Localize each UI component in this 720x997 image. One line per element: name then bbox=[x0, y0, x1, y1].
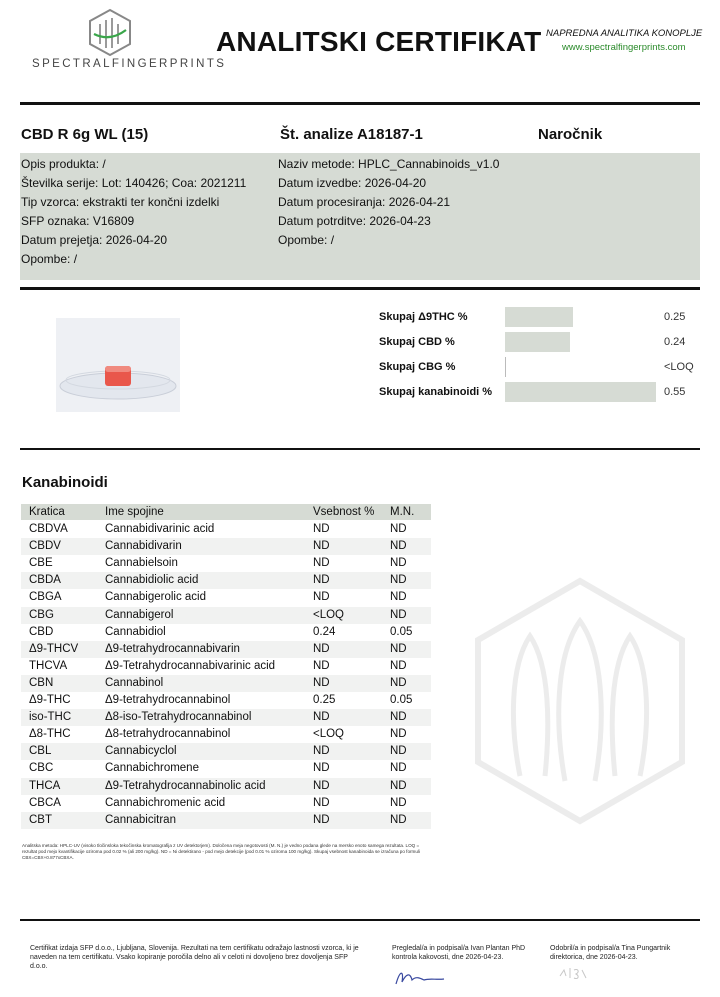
cell-compound: Δ9-tetrahydrocannabinol bbox=[105, 694, 231, 706]
cell-uncertainty: ND bbox=[390, 762, 407, 775]
cell-uncertainty: ND bbox=[390, 711, 407, 724]
cell-abbreviation: CBL bbox=[29, 745, 52, 758]
cell-compound: Cannabielsoin bbox=[105, 557, 178, 570]
cell-compound: Cannabichromene bbox=[105, 762, 199, 775]
cell-uncertainty: ND bbox=[390, 557, 407, 570]
divider bbox=[20, 102, 700, 105]
cell-content: 0.25 bbox=[313, 694, 336, 706]
cell-content: ND bbox=[313, 779, 330, 792]
cell-content: ND bbox=[313, 523, 330, 535]
cell-uncertainty: ND bbox=[390, 591, 407, 604]
table-row bbox=[21, 641, 431, 658]
table-row bbox=[21, 726, 431, 743]
cell-uncertainty: ND bbox=[390, 540, 407, 553]
summary-bar-total bbox=[505, 382, 656, 402]
section-title-cannabinoids: Kanabinoidi bbox=[22, 474, 108, 491]
detail-run-date: Datum izvedbe: 2026-04-20 bbox=[278, 176, 427, 190]
cell-content: ND bbox=[313, 591, 330, 604]
cell-uncertainty: 0.05 bbox=[390, 694, 413, 706]
cell-uncertainty: ND bbox=[390, 642, 407, 655]
column-header-uncertainty: M.N. bbox=[390, 506, 415, 518]
table-row bbox=[21, 812, 431, 829]
product-photo bbox=[56, 318, 180, 412]
detail-product: Opis produkta: / bbox=[21, 157, 106, 171]
table-row bbox=[21, 658, 431, 675]
method-note: Analitska metoda: HPLC-UV (visoko tločinsloka tekočinska kromatografija z UV detektorjem). Določena meja negotovosti (M. N.) je vedno podana glede na mersko enoto samega rezultata. LOQ = rezultat pod mejo kvantifikacije oziroma pod 0.02 % (ali 200 mg/kg). ND = Ni detektirano - pod mejo detekcije (pod 0.01 % oziroma 100 mg/kg). Skupaj vsebnost kanabinoida se izračuna po formuli CBX=CBX+0.877xCBXA. bbox=[22, 843, 420, 860]
cell-uncertainty: ND bbox=[390, 813, 407, 826]
summary-value-total: 0.55 bbox=[664, 386, 686, 398]
cell-content: <LOQ bbox=[313, 608, 345, 621]
cell-content: ND bbox=[313, 659, 330, 672]
summary-value-cbg: <LOQ bbox=[664, 361, 694, 373]
cell-abbreviation: CBDV bbox=[29, 540, 61, 553]
cell-content: <LOQ bbox=[313, 728, 345, 741]
cell-compound: Cannabicitran bbox=[105, 813, 176, 826]
watermark-logo bbox=[470, 576, 690, 826]
logo-text: SPECTRALFINGERPRINTS bbox=[32, 58, 227, 70]
cell-abbreviation: Δ9-THC bbox=[29, 694, 71, 706]
cell-abbreviation: CBC bbox=[29, 762, 54, 775]
cell-abbreviation: CBN bbox=[29, 676, 54, 689]
column-header-abbreviation: Kratica bbox=[29, 506, 65, 518]
cell-uncertainty: ND bbox=[390, 608, 407, 621]
table-header bbox=[21, 504, 431, 520]
analysis-number: Št. analize A18187-1 bbox=[280, 126, 423, 143]
cell-compound: Δ8-tetrahydrocannabinol bbox=[105, 728, 231, 741]
column-header-compound: Ime spojine bbox=[105, 506, 164, 518]
table-row bbox=[21, 675, 431, 692]
column-header-content: Vsebnost % bbox=[313, 506, 375, 518]
cell-uncertainty: 0.05 bbox=[390, 625, 413, 638]
footer-approver: Odobril/a in podpisal/a Tina Pungartnik direktorica, dne 2026-04-23. bbox=[550, 945, 671, 961]
table-row bbox=[21, 521, 431, 538]
summary-label-cbd: Skupaj CBD % bbox=[379, 336, 455, 348]
cell-abbreviation: iso-THC bbox=[29, 711, 72, 724]
detail-batch: Številka serije: Lot: 140426; Coa: 2021211 bbox=[21, 176, 247, 190]
cell-uncertainty: ND bbox=[390, 523, 407, 535]
cell-abbreviation: CBDVA bbox=[29, 523, 68, 535]
cell-compound: Cannabicyclol bbox=[105, 745, 177, 758]
spectralfingerprints-logo bbox=[30, 6, 190, 82]
sample-details-panel bbox=[20, 153, 700, 280]
divider bbox=[20, 287, 700, 290]
footer-disclaimer: Certifikat izdaja SFP d.o.o., Ljubljana, Slovenija. Rezultati na tem certifikatu odražajo lastnosti vzorca, ki je naveden na tem certifikatu. Vsako kopiranje poročila delno ali v celoti ni dovoljeno brez dovoljenja SFP d.o.o. bbox=[30, 945, 359, 970]
summary-bar-cbd bbox=[505, 332, 570, 352]
table-row bbox=[21, 778, 431, 795]
page-title: ANALITSKI CERTIFIKAT bbox=[216, 26, 542, 57]
divider bbox=[20, 919, 700, 921]
cell-content: ND bbox=[313, 540, 330, 553]
cell-compound: Cannabigerolic acid bbox=[105, 591, 207, 604]
cell-abbreviation: CBT bbox=[29, 813, 52, 826]
approver-signature bbox=[556, 964, 592, 982]
cell-uncertainty: ND bbox=[390, 745, 407, 758]
table-row bbox=[21, 572, 431, 589]
summary-bar-cbg bbox=[505, 357, 506, 377]
cell-compound: Δ9-Tetrahydrocannabinolic acid bbox=[105, 779, 266, 792]
summary-label-thc: Skupaj Δ9THC % bbox=[379, 311, 468, 323]
cell-abbreviation: THCA bbox=[29, 779, 61, 792]
website-link[interactable]: www.spectralfingerprints.com bbox=[562, 42, 686, 53]
cell-content: ND bbox=[313, 813, 330, 826]
cell-abbreviation: CBE bbox=[29, 557, 53, 570]
cell-compound: Δ8-iso-Tetrahydrocannabinol bbox=[105, 711, 252, 724]
cell-compound: Cannabinol bbox=[105, 676, 164, 689]
table-row bbox=[21, 743, 431, 760]
cell-abbreviation: THCVA bbox=[29, 659, 68, 672]
cell-compound: Cannabichromenic acid bbox=[105, 796, 226, 809]
cell-compound: Δ9-Tetrahydrocannabivarinic acid bbox=[105, 659, 276, 672]
cell-uncertainty: ND bbox=[390, 779, 407, 792]
summary-label-cbg: Skupaj CBG % bbox=[379, 361, 456, 373]
cell-compound: Cannabidiol bbox=[105, 625, 166, 638]
reviewer-signature bbox=[392, 966, 452, 988]
detail-notes: Opombe: / bbox=[21, 252, 78, 266]
table-row bbox=[21, 555, 431, 572]
table-row bbox=[21, 589, 431, 606]
cell-content: ND bbox=[313, 711, 330, 724]
table-row bbox=[21, 795, 431, 812]
detail-processing-date: Datum procesiranja: 2026-04-21 bbox=[278, 195, 451, 209]
cell-content: ND bbox=[313, 745, 330, 758]
client-label: Naročnik bbox=[538, 126, 603, 143]
cell-compound: Δ9-tetrahydrocannabivarin bbox=[105, 642, 240, 655]
cell-uncertainty: ND bbox=[390, 796, 407, 809]
summary-value-thc: 0.25 bbox=[664, 311, 686, 323]
detail-sfp-code: SFP oznaka: V16809 bbox=[21, 214, 135, 228]
cell-content: ND bbox=[313, 676, 330, 689]
cell-abbreviation: Δ9-THCV bbox=[29, 642, 79, 655]
cell-content: 0.24 bbox=[313, 625, 336, 638]
cell-content: ND bbox=[313, 574, 330, 587]
table-row bbox=[21, 607, 431, 624]
cell-content: ND bbox=[313, 642, 330, 655]
cell-abbreviation: CBDA bbox=[29, 574, 61, 587]
cell-compound: Cannabidivarin bbox=[105, 540, 182, 553]
detail-confirmation-date: Datum potrditve: 2026-04-23 bbox=[278, 214, 431, 228]
detail-sample-type: Tip vzorca: ekstrakti ter končni izdelki bbox=[21, 195, 220, 209]
cell-uncertainty: ND bbox=[390, 659, 407, 672]
sample-name: CBD R 6g WL (15) bbox=[21, 126, 149, 143]
cell-compound: Cannabigerol bbox=[105, 608, 174, 621]
summary-label-total: Skupaj kanabinoidi % bbox=[379, 386, 493, 398]
cell-abbreviation: Δ8-THC bbox=[29, 728, 71, 741]
detail-notes-right: Opombe: / bbox=[278, 233, 335, 247]
cell-content: ND bbox=[313, 762, 330, 775]
divider bbox=[20, 448, 700, 450]
cell-uncertainty: ND bbox=[390, 676, 407, 689]
table-row bbox=[21, 760, 431, 777]
cell-uncertainty: ND bbox=[390, 574, 407, 587]
summary-bar-thc bbox=[505, 307, 573, 327]
cell-abbreviation: CBCA bbox=[29, 796, 61, 809]
table-row bbox=[21, 709, 431, 726]
cell-uncertainty: ND bbox=[390, 728, 407, 741]
cell-abbreviation: CBD bbox=[29, 625, 54, 638]
summary-value-cbd: 0.24 bbox=[664, 336, 686, 348]
footer-reviewer: Pregledal/a in podpisal/a Ivan Plantan PhD kontrola kakovosti, dne 2026-04-23. bbox=[392, 945, 526, 961]
cell-compound: Cannabidiolic acid bbox=[105, 574, 199, 587]
cell-compound: Cannabidivarinic acid bbox=[105, 523, 215, 535]
table-row bbox=[21, 692, 431, 709]
detail-method: Naziv metode: HPLC_Cannabinoids_v1.0 bbox=[278, 157, 500, 171]
cell-content: ND bbox=[313, 557, 330, 570]
table-row bbox=[21, 624, 431, 641]
detail-received-date: Datum prejetja: 2026-04-20 bbox=[21, 233, 168, 247]
tagline: NAPREDNA ANALITIKA KONOPLJE bbox=[546, 28, 703, 39]
cell-content: ND bbox=[313, 796, 330, 809]
cell-abbreviation: CBG bbox=[29, 608, 54, 621]
cell-abbreviation: CBGA bbox=[29, 591, 62, 604]
table-row bbox=[21, 538, 431, 555]
